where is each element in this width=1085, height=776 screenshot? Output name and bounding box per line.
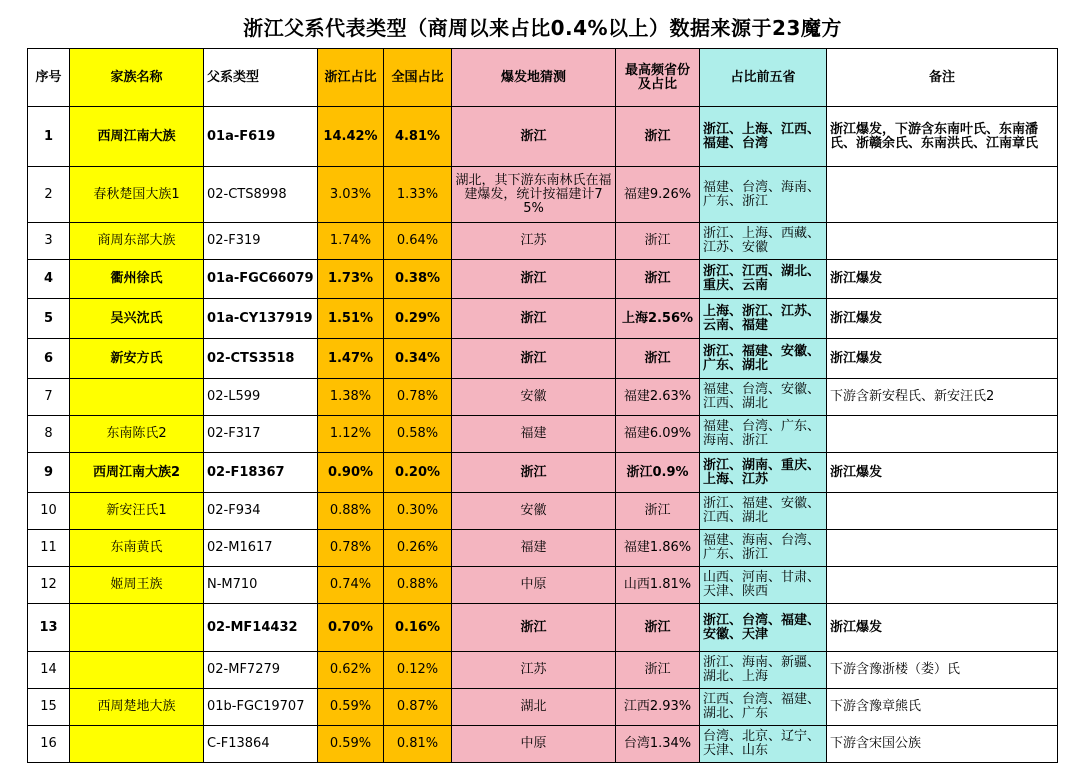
- cell-type: 02-F319: [204, 223, 318, 260]
- cell-family: 新安汪氏1: [70, 493, 204, 530]
- cell-origin: 江苏: [452, 652, 616, 689]
- cell-family: 东南陈氏2: [70, 416, 204, 453]
- table-row: [28, 416, 1058, 453]
- cell-no: 8: [28, 416, 70, 453]
- cell-origin: 浙江: [452, 260, 616, 299]
- cell-zj-share: 0.78%: [318, 530, 384, 567]
- table-row: [28, 726, 1058, 763]
- cell-top5: 上海、浙江、江苏、云南、福建: [700, 299, 827, 339]
- cell-note: [827, 567, 1058, 604]
- cell-note: [827, 416, 1058, 453]
- cell-family: [70, 652, 204, 689]
- header-origin: 爆发地猜测: [452, 49, 616, 107]
- cell-top-province: 浙江: [616, 652, 700, 689]
- cell-top-province: 福建6.09%: [616, 416, 700, 453]
- cell-zj-share: 1.51%: [318, 299, 384, 339]
- header-top-province: 最高频省份及占比: [616, 49, 700, 107]
- cell-note: [827, 223, 1058, 260]
- cell-top-province: 上海2.56%: [616, 299, 700, 339]
- cell-top-province: 浙江: [616, 339, 700, 379]
- cell-origin: 江苏: [452, 223, 616, 260]
- cell-note: 浙江爆发: [827, 299, 1058, 339]
- cell-cn-share: 0.64%: [384, 223, 452, 260]
- cell-family: 西周江南大族: [70, 107, 204, 167]
- cell-cn-share: 0.81%: [384, 726, 452, 763]
- table-row: [28, 567, 1058, 604]
- cell-note: 浙江爆发: [827, 604, 1058, 652]
- table-row: [28, 604, 1058, 652]
- page-title: 浙江父系代表类型（商周以来占比0.4%以上）数据来源于23魔方: [243, 16, 842, 40]
- cell-zj-share: 0.70%: [318, 604, 384, 652]
- cell-cn-share: 0.26%: [384, 530, 452, 567]
- cell-cn-share: 0.12%: [384, 652, 452, 689]
- cell-no: 11: [28, 530, 70, 567]
- cell-type: 01a-F619: [204, 107, 318, 167]
- cell-top5: 浙江、台湾、福建、安徽、天津: [700, 604, 827, 652]
- cell-zj-share: 0.88%: [318, 493, 384, 530]
- cell-no: 10: [28, 493, 70, 530]
- cell-origin: 安徽: [452, 493, 616, 530]
- cell-cn-share: 0.38%: [384, 260, 452, 299]
- cell-top5: 浙江、上海、江西、福建、台湾: [700, 107, 827, 167]
- cell-type: 01a-CY137919: [204, 299, 318, 339]
- cell-zj-share: 3.03%: [318, 167, 384, 223]
- cell-note: [827, 167, 1058, 223]
- cell-cn-share: 0.30%: [384, 493, 452, 530]
- header-family: 家族名称: [70, 49, 204, 107]
- header-zj-share: 浙江占比: [318, 49, 384, 107]
- cell-origin: 安徽: [452, 379, 616, 416]
- table-row: [28, 167, 1058, 223]
- table-row: [28, 689, 1058, 726]
- cell-zj-share: 14.42%: [318, 107, 384, 167]
- cell-cn-share: 0.87%: [384, 689, 452, 726]
- cell-top5: 浙江、上海、西藏、江苏、安徽: [700, 223, 827, 260]
- cell-family: 商周东部大族: [70, 223, 204, 260]
- cell-type: N-M710: [204, 567, 318, 604]
- cell-zj-share: 0.90%: [318, 453, 384, 493]
- cell-top-province: 福建1.86%: [616, 530, 700, 567]
- cell-no: 2: [28, 167, 70, 223]
- table-row: [28, 379, 1058, 416]
- cell-type: 02-MF14432: [204, 604, 318, 652]
- cell-zj-share: 1.74%: [318, 223, 384, 260]
- cell-type: 02-L599: [204, 379, 318, 416]
- cell-cn-share: 0.58%: [384, 416, 452, 453]
- cell-top5: 江西、台湾、福建、湖北、广东: [700, 689, 827, 726]
- cell-type: 01b-FGC19707: [204, 689, 318, 726]
- table-row: [28, 299, 1058, 339]
- cell-top-province: 浙江: [616, 260, 700, 299]
- cell-top-province: 浙江: [616, 493, 700, 530]
- cell-type: 02-F317: [204, 416, 318, 453]
- cell-cn-share: 1.33%: [384, 167, 452, 223]
- table-row: [28, 339, 1058, 379]
- cell-top-province: 浙江: [616, 604, 700, 652]
- cell-type: 02-F18367: [204, 453, 318, 493]
- cell-origin: 浙江: [452, 299, 616, 339]
- cell-no: 1: [28, 107, 70, 167]
- table-row: [28, 260, 1058, 299]
- cell-origin: 浙江: [452, 107, 616, 167]
- cell-no: 13: [28, 604, 70, 652]
- cell-top-province: 福建2.63%: [616, 379, 700, 416]
- table-row: [28, 652, 1058, 689]
- cell-family: 东南黄氏: [70, 530, 204, 567]
- cell-top5: 浙江、湖南、重庆、上海、江苏: [700, 453, 827, 493]
- cell-no: 5: [28, 299, 70, 339]
- cell-type: 02-F934: [204, 493, 318, 530]
- cell-no: 9: [28, 453, 70, 493]
- cell-family: 新安方氏: [70, 339, 204, 379]
- cell-no: 4: [28, 260, 70, 299]
- cell-family: 吴兴沈氏: [70, 299, 204, 339]
- cell-no: 16: [28, 726, 70, 763]
- cell-note: [827, 493, 1058, 530]
- header-row: [28, 49, 1058, 107]
- cell-type: 02-MF7279: [204, 652, 318, 689]
- cell-zj-share: 1.12%: [318, 416, 384, 453]
- cell-no: 3: [28, 223, 70, 260]
- cell-no: 14: [28, 652, 70, 689]
- cell-no: 7: [28, 379, 70, 416]
- cell-no: 12: [28, 567, 70, 604]
- cell-origin: 浙江: [452, 453, 616, 493]
- cell-no: 6: [28, 339, 70, 379]
- cell-origin: 浙江: [452, 604, 616, 652]
- cell-origin: 浙江: [452, 339, 616, 379]
- cell-type: 01a-FGC66079: [204, 260, 318, 299]
- cell-cn-share: 0.88%: [384, 567, 452, 604]
- cell-origin: 福建: [452, 416, 616, 453]
- cell-top-province: 浙江: [616, 107, 700, 167]
- header-note: 备注: [827, 49, 1058, 107]
- cell-top5: 山西、河南、甘肃、天津、陕西: [700, 567, 827, 604]
- cell-zj-share: 1.38%: [318, 379, 384, 416]
- cell-zj-share: 0.59%: [318, 726, 384, 763]
- header-cn-share: 全国占比: [384, 49, 452, 107]
- cell-family: [70, 379, 204, 416]
- cell-origin: 中原: [452, 726, 616, 763]
- header-type: 父系类型: [204, 49, 318, 107]
- cell-zj-share: 0.62%: [318, 652, 384, 689]
- cell-no: 15: [28, 689, 70, 726]
- cell-type: 02-M1617: [204, 530, 318, 567]
- cell-note: 下游含新安程氏、新安汪氏2: [827, 379, 1058, 416]
- cell-zj-share: 0.59%: [318, 689, 384, 726]
- cell-top-province: 浙江0.9%: [616, 453, 700, 493]
- cell-top5: 台湾、北京、辽宁、天津、山东: [700, 726, 827, 763]
- cell-origin: 湖北，其下游东南林氏在福建爆发，统计按福建计75%: [452, 167, 616, 223]
- header-top5: 占比前五省: [700, 49, 827, 107]
- cell-top5: 浙江、福建、安徽、江西、湖北: [700, 493, 827, 530]
- cell-top-province: 江西2.93%: [616, 689, 700, 726]
- cell-top5: 福建、台湾、海南、广东、浙江: [700, 167, 827, 223]
- cell-note: 浙江爆发: [827, 339, 1058, 379]
- cell-cn-share: 0.16%: [384, 604, 452, 652]
- cell-origin: 福建: [452, 530, 616, 567]
- cell-top5: 浙江、福建、安徽、广东、湖北: [700, 339, 827, 379]
- cell-top5: 浙江、海南、新疆、湖北、上海: [700, 652, 827, 689]
- cell-top-province: 福建9.26%: [616, 167, 700, 223]
- cell-zj-share: 0.74%: [318, 567, 384, 604]
- cell-top5: 福建、海南、台湾、广东、浙江: [700, 530, 827, 567]
- cell-family: 衢州徐氏: [70, 260, 204, 299]
- cell-top5: 福建、台湾、安徽、江西、湖北: [700, 379, 827, 416]
- cell-note: 浙江爆发，下游含东南叶氏、东南潘氏、浙赣余氏、东南洪氏、江南章氏: [827, 107, 1058, 167]
- table-row: [28, 453, 1058, 493]
- cell-family: [70, 726, 204, 763]
- cell-top-province: 台湾1.34%: [616, 726, 700, 763]
- cell-family: 春秋楚国大族1: [70, 167, 204, 223]
- cell-type: 02-CTS8998: [204, 167, 318, 223]
- cell-note: 浙江爆发: [827, 260, 1058, 299]
- cell-zj-share: 1.73%: [318, 260, 384, 299]
- cell-cn-share: 0.34%: [384, 339, 452, 379]
- cell-family: 西周楚地大族: [70, 689, 204, 726]
- cell-cn-share: 0.78%: [384, 379, 452, 416]
- cell-family: 西周江南大族2: [70, 453, 204, 493]
- table-row: [28, 107, 1058, 167]
- cell-note: 下游含宋国公族: [827, 726, 1058, 763]
- cell-cn-share: 0.20%: [384, 453, 452, 493]
- cell-origin: 湖北: [452, 689, 616, 726]
- cell-note: [827, 530, 1058, 567]
- cell-origin: 中原: [452, 567, 616, 604]
- cell-type: C-F13864: [204, 726, 318, 763]
- cell-note: 下游含豫章熊氏: [827, 689, 1058, 726]
- header-no: 序号: [28, 49, 70, 107]
- cell-type: 02-CTS3518: [204, 339, 318, 379]
- cell-top5: 福建、台湾、广东、海南、浙江: [700, 416, 827, 453]
- table-row: [28, 530, 1058, 567]
- cell-cn-share: 4.81%: [384, 107, 452, 167]
- cell-family: 姬周王族: [70, 567, 204, 604]
- lineage-table: [27, 48, 1058, 763]
- cell-note: 浙江爆发: [827, 453, 1058, 493]
- cell-top5: 浙江、江西、湖北、重庆、云南: [700, 260, 827, 299]
- cell-top-province: 山西1.81%: [616, 567, 700, 604]
- cell-family: [70, 604, 204, 652]
- table-row: [28, 493, 1058, 530]
- cell-zj-share: 1.47%: [318, 339, 384, 379]
- cell-note: 下游含豫浙楼（娄）氏: [827, 652, 1058, 689]
- cell-top-province: 浙江: [616, 223, 700, 260]
- cell-cn-share: 0.29%: [384, 299, 452, 339]
- table-row: [28, 223, 1058, 260]
